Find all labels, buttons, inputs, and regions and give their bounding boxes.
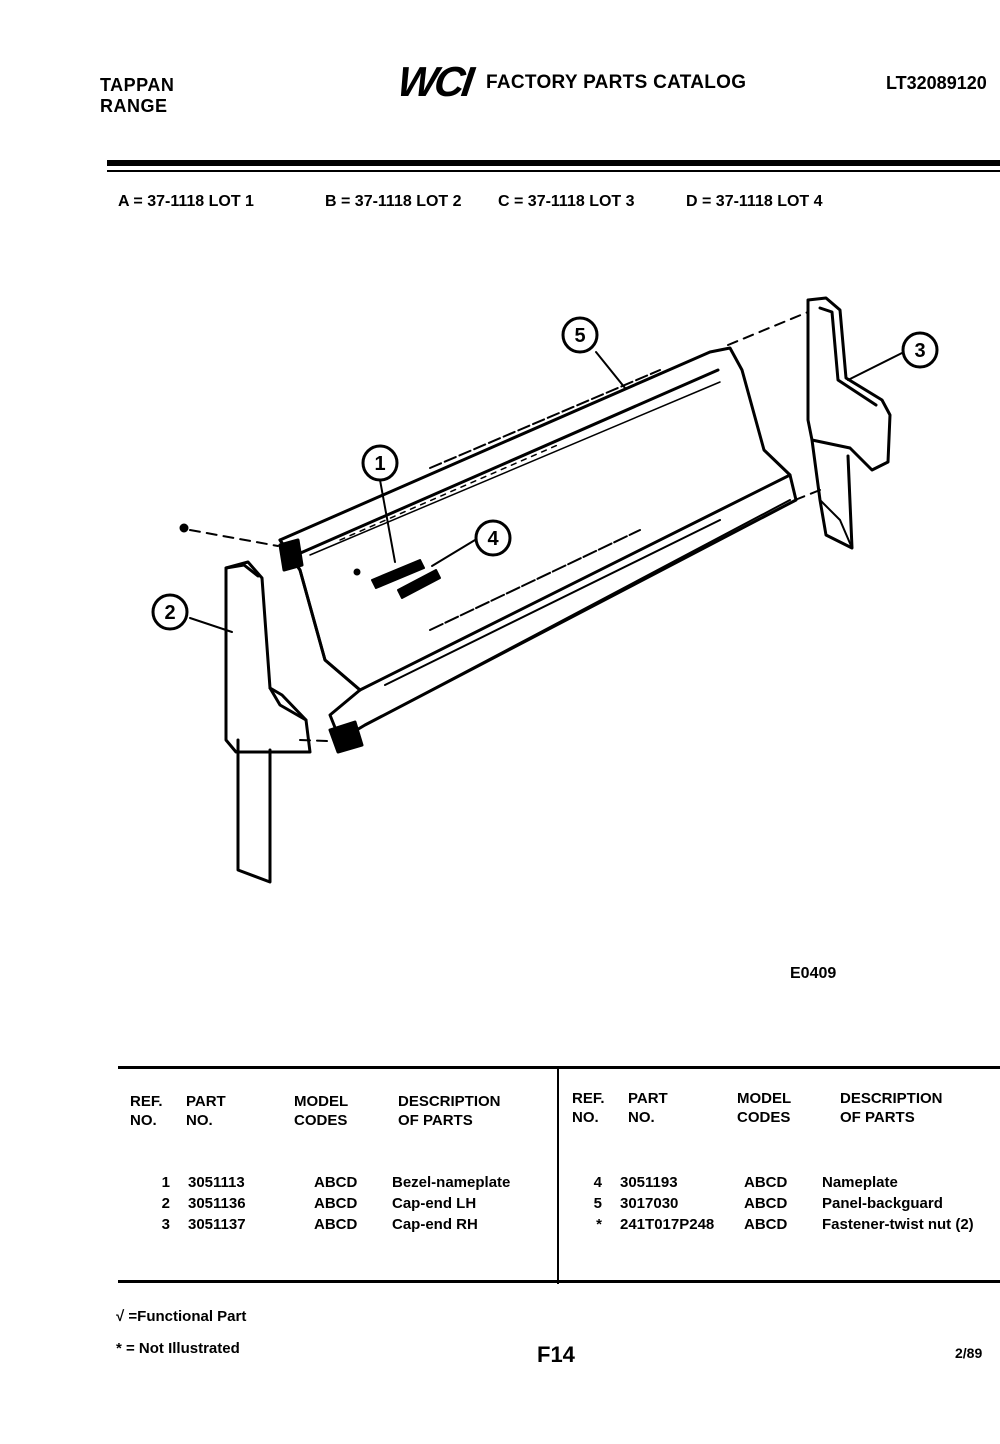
table-col-part-left bbox=[188, 1172, 246, 1235]
table-col-ref-right bbox=[582, 1172, 602, 1235]
header-ref-no-right: REF. NO. bbox=[572, 1090, 605, 1126]
table-cell: 1 bbox=[161, 1174, 170, 1191]
table-cell: 3 bbox=[161, 1216, 170, 1233]
callout-4: 4 bbox=[487, 528, 499, 550]
callout-2: 2 bbox=[164, 602, 176, 624]
callout-3: 3 bbox=[914, 340, 926, 362]
table-col-desc-right bbox=[822, 1172, 974, 1235]
nameplate-drawing bbox=[355, 560, 440, 598]
header-model-codes-right: MODEL CODES bbox=[737, 1090, 792, 1126]
table-col-ref-left bbox=[150, 1172, 170, 1235]
catalog-date: 2/89 bbox=[955, 1345, 983, 1361]
table-cell: 3051137 bbox=[188, 1216, 246, 1233]
table-cell: 5 bbox=[593, 1195, 602, 1212]
table-cell: Fastener-twist nut (2) bbox=[822, 1216, 974, 1233]
table-cell: * bbox=[596, 1216, 602, 1233]
callout-1: 1 bbox=[374, 453, 386, 475]
table-cell: 241T017P248 bbox=[620, 1216, 715, 1233]
table-cell: ABCD bbox=[314, 1195, 358, 1212]
page-number: F14 bbox=[537, 1342, 575, 1367]
header-description: DESCRIPTION OF PARTS bbox=[398, 1093, 501, 1129]
table-col-codes-left bbox=[314, 1172, 357, 1235]
table-col-desc-left bbox=[392, 1172, 510, 1235]
lot-code-d: D = 37-1118 LOT 4 bbox=[686, 193, 823, 210]
not-illustrated-note: * = Not Illustrated bbox=[116, 1340, 240, 1357]
table-cell: 3051113 bbox=[188, 1174, 245, 1191]
panel-backguard-drawing bbox=[280, 348, 796, 752]
table-cell: 3017030 bbox=[620, 1195, 679, 1212]
table-cell: Panel-backguard bbox=[822, 1195, 943, 1212]
table-cell: 2 bbox=[161, 1195, 170, 1212]
table-cell: ABCD bbox=[314, 1174, 358, 1191]
table-cell: Bezel-nameplate bbox=[392, 1174, 511, 1191]
table-cell: ABCD bbox=[744, 1195, 788, 1212]
lot-code-c: C = 37-1118 LOT 3 bbox=[498, 193, 635, 210]
table-col-part-right bbox=[620, 1172, 714, 1235]
header-description-right: DESCRIPTION OF PARTS bbox=[840, 1090, 943, 1126]
table-cell: 3051136 bbox=[188, 1195, 246, 1212]
table-cell: 4 bbox=[593, 1174, 602, 1191]
table-cell: ABCD bbox=[744, 1174, 788, 1191]
header-part-no: PART NO. bbox=[186, 1093, 226, 1129]
catalog-number: LT32089120 bbox=[886, 73, 987, 93]
catalog-title: FACTORY PARTS CATALOG bbox=[486, 72, 747, 93]
header-ref-no: REF. NO. bbox=[130, 1093, 163, 1129]
cap-end-lh-drawing bbox=[226, 562, 310, 882]
table-cell: Nameplate bbox=[822, 1174, 898, 1191]
table-cell: ABCD bbox=[314, 1216, 358, 1233]
functional-part-note: √ =Functional Part bbox=[116, 1308, 247, 1325]
table-bottom-rule bbox=[118, 1280, 1000, 1283]
lot-code-a: A = 37-1118 LOT 1 bbox=[118, 193, 254, 210]
table-cell: Cap-end RH bbox=[392, 1216, 478, 1233]
header-part-no-right: PART NO. bbox=[628, 1090, 668, 1126]
lot-code-b: B = 37-1118 LOT 2 bbox=[325, 193, 462, 210]
brand-line1: TAPPAN bbox=[100, 75, 175, 95]
table-cell: ABCD bbox=[744, 1216, 788, 1233]
brand-line2: RANGE bbox=[100, 96, 168, 116]
table-cell: Cap-end LH bbox=[392, 1195, 477, 1212]
table-cell: 3051193 bbox=[620, 1174, 678, 1191]
cap-end-rh-drawing bbox=[808, 298, 890, 548]
table-col-codes-right bbox=[744, 1172, 787, 1235]
wci-logo: WCI bbox=[394, 58, 475, 105]
header-model-codes: MODEL CODES bbox=[294, 1093, 349, 1129]
figure-number: E0409 bbox=[790, 965, 837, 982]
callout-5: 5 bbox=[574, 325, 586, 347]
table-center-divider bbox=[557, 1066, 559, 1284]
table-top-rule bbox=[118, 1066, 1000, 1069]
